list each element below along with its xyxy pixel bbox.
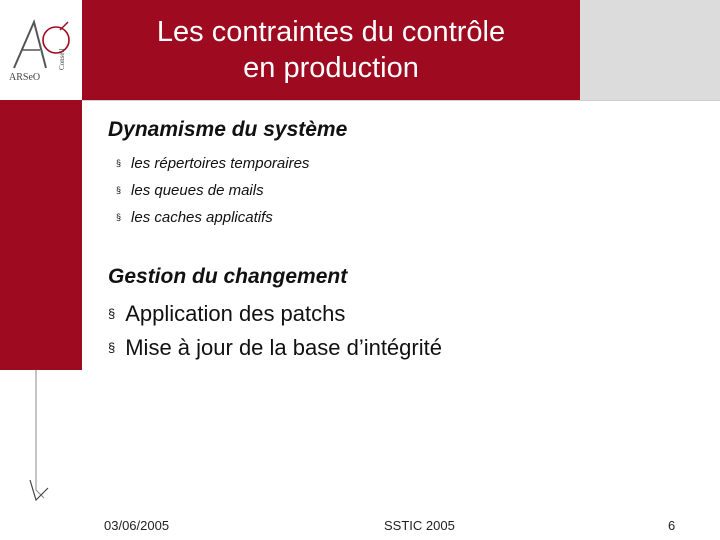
- bullet-icon: §: [116, 185, 122, 195]
- bullet-list: [108, 297, 688, 365]
- section-heading-changement: Gestion du changement: [108, 265, 348, 288]
- company-logo: [0, 0, 82, 98]
- slide-title-line1: Les contraintes du contrôle: [156, 16, 506, 48]
- logo-left-text: ARSeO: [9, 72, 41, 83]
- bullet-icon: §: [108, 340, 116, 355]
- slide-content: [108, 118, 688, 365]
- list-item: § les répertoires temporaires: [116, 155, 310, 172]
- list-item: § Mise à jour de la base d’intégrité: [108, 335, 442, 360]
- left-accent-band: [0, 100, 82, 370]
- bullet-icon: §: [116, 158, 122, 168]
- footer-date: 03/06/2005: [104, 518, 170, 533]
- bullet-icon: §: [116, 212, 122, 222]
- list-item: § les caches applicatifs: [116, 209, 273, 226]
- decorative-line-icon: [0, 370, 82, 510]
- slide-title-line2: en production: [243, 52, 419, 84]
- bullet-icon: §: [108, 306, 116, 321]
- title-side-panel: [580, 0, 720, 100]
- logo-right-text: Conseil: [58, 48, 66, 70]
- section-heading-dynamisme: Dynamisme du système: [108, 118, 348, 141]
- list-item: § Application des patchs: [108, 301, 346, 326]
- footer-conference: SSTIC 2005: [384, 518, 455, 533]
- sub-bullet-list: [116, 150, 688, 231]
- footer-page-number: 6: [668, 518, 676, 533]
- slide-title: [82, 14, 580, 86]
- list-item: § les queues de mails: [116, 182, 264, 199]
- arseo-logo-icon: [0, 0, 82, 98]
- title-divider: [82, 100, 720, 101]
